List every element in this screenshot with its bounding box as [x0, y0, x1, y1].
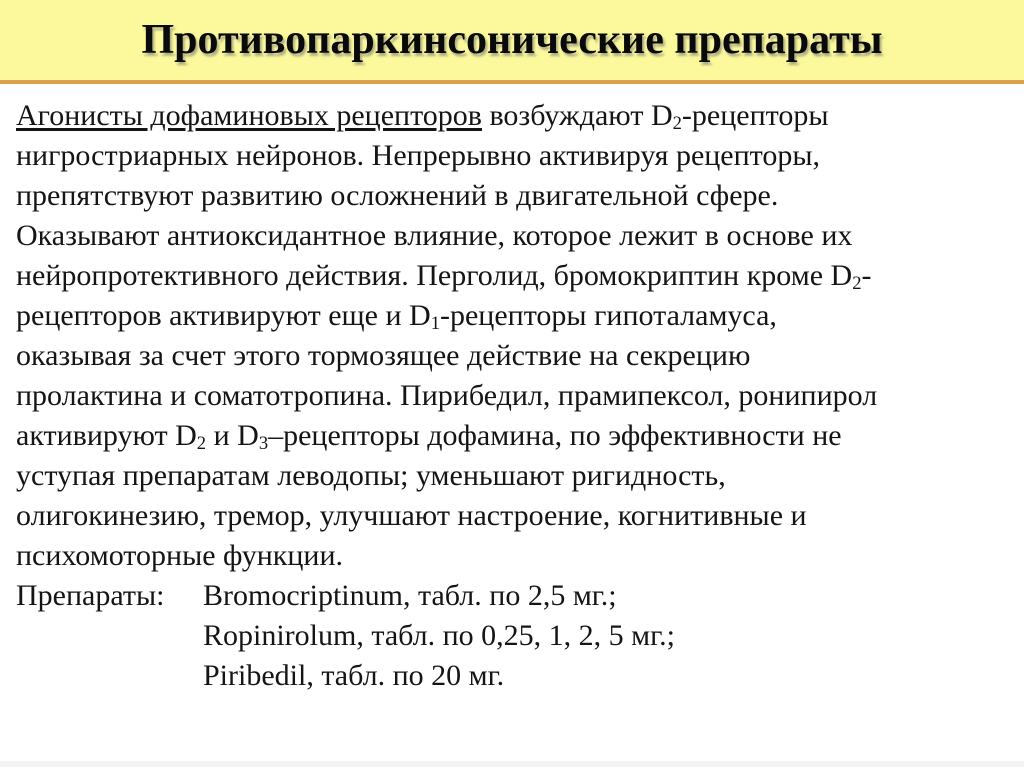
- text-segment: нигростриарных нейронов. Непрерывно активируя рецепторы,: [16, 139, 821, 172]
- body-line: [16, 376, 1008, 416]
- text-segment: уступая препаратам леводопы; уменьшают ригидность,: [16, 459, 726, 492]
- body-line: [16, 296, 1008, 336]
- text-segment: возбуждают D: [481, 99, 673, 132]
- body-line: [16, 336, 1008, 376]
- body-line: [16, 456, 1008, 496]
- text-segment: психомоторные функции.: [16, 539, 344, 572]
- subscript: 2: [196, 433, 207, 455]
- text-segment: оказывая за счет этого тормозящее действие на секрецию: [16, 339, 751, 372]
- slide-body: [0, 84, 1024, 696]
- body-line: [16, 496, 1008, 536]
- text-segment: Оказывают антиоксидантное влияние, которое лежит в основе их: [16, 219, 853, 252]
- preparations-row: [16, 656, 1008, 696]
- body-line: [16, 416, 1008, 456]
- text-segment: нейропротективного действия. Перголид, бромокриптин кроме D: [16, 259, 853, 292]
- text-segment: олигокинезию, тремор, улучшают настроение, когнитивные и: [16, 499, 807, 532]
- body-line: [16, 176, 1008, 216]
- text-segment: рецепторов активируют еще и D: [16, 299, 431, 332]
- preparation-item: Piribedil, табл. по 20 мг.: [203, 659, 505, 692]
- text-segment: и D: [206, 419, 259, 452]
- preparations-block: [16, 576, 1008, 696]
- subscript: 1: [430, 313, 440, 335]
- underlined-phrase: Агонисты дофаминовых рецепторов: [16, 99, 482, 132]
- preparations-row: [16, 616, 1008, 656]
- body-line: [16, 216, 1008, 256]
- text-segment: -рецепторы гипоталамуса,: [439, 299, 777, 332]
- slide-header: [0, 0, 1024, 84]
- preparations-label: Препараты:: [16, 579, 165, 612]
- bottom-edge-strip: [0, 761, 1024, 767]
- slide-title: Противопаркинсонические препараты: [141, 17, 883, 63]
- text-segment: активируют D: [16, 419, 197, 452]
- body-text-block: [16, 96, 1008, 576]
- text-segment: препятствуют развитию осложнений в двигательной сфере.: [16, 179, 779, 212]
- text-segment: пролактина и соматотропина. Пирибедил, прамипексол, ронипирол: [16, 379, 878, 412]
- subscript: 2: [672, 113, 682, 135]
- text-segment: –рецепторы дофамина, по эффективности не: [268, 419, 842, 452]
- body-line: [16, 536, 1008, 576]
- body-line: [16, 256, 1008, 296]
- text-segment: -рецепторы: [681, 99, 829, 132]
- body-line: [16, 136, 1008, 176]
- text-segment: -: [861, 259, 872, 292]
- body-line: [16, 96, 1008, 136]
- preparation-item: Ropinirolum, табл. по 0,25, 1, 2, 5 мг.;: [203, 619, 675, 652]
- subscript: 2: [852, 273, 862, 295]
- subscript: 3: [258, 433, 269, 455]
- preparations-row: [16, 576, 1008, 616]
- preparation-item: Bromocriptinum, табл. по 2,5 мг.;: [203, 579, 617, 612]
